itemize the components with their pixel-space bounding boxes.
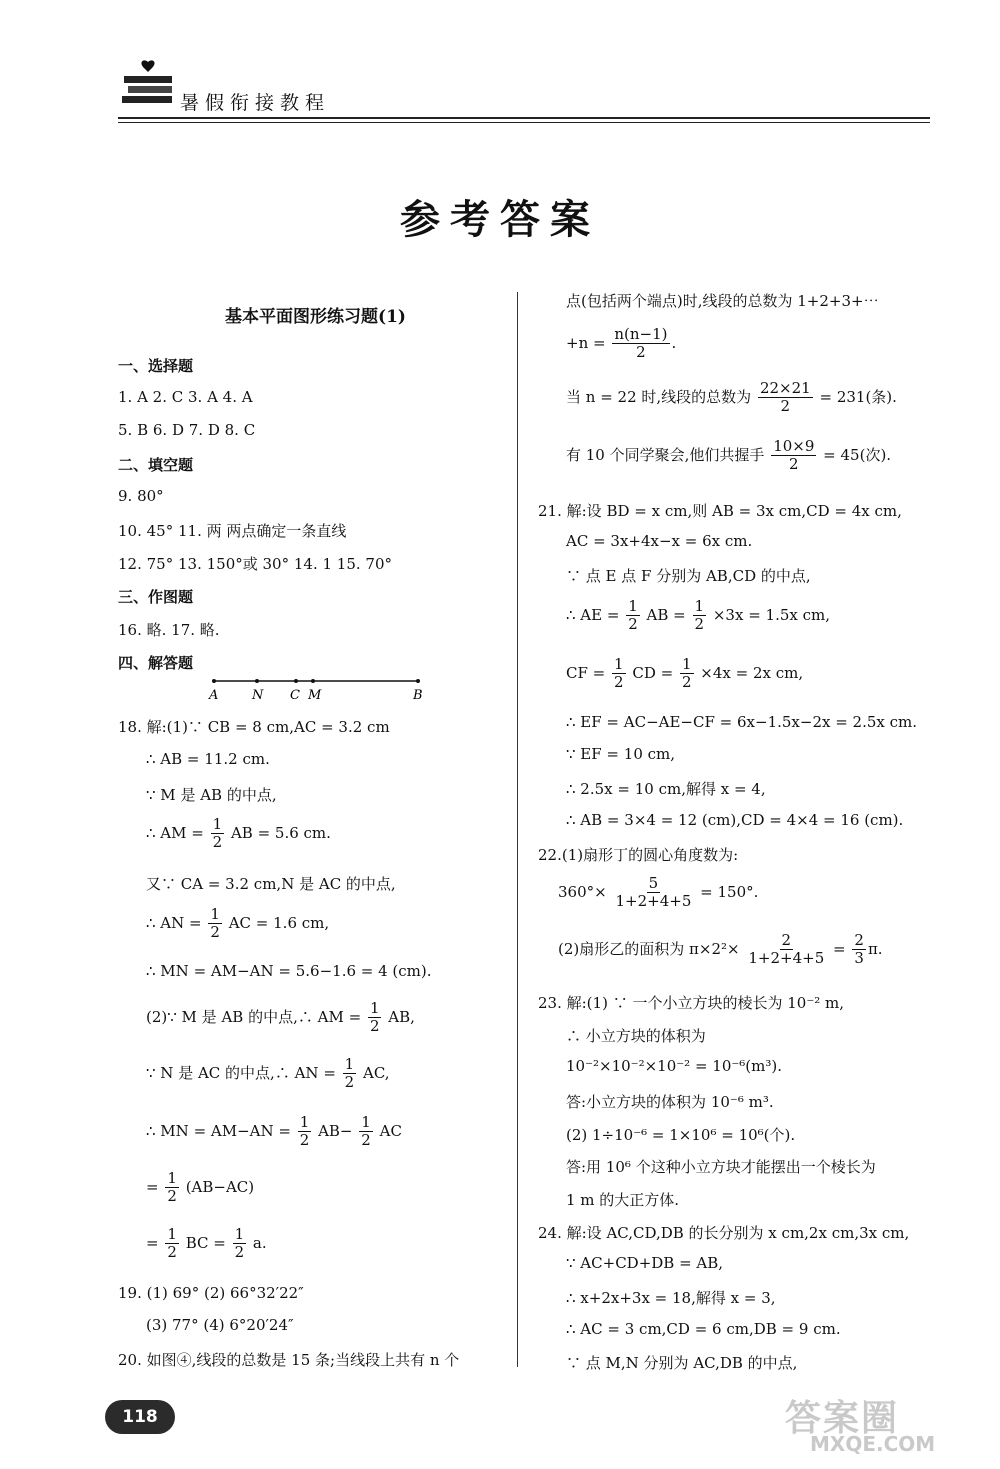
fraction: $\frac{n(n-1)}{2}$ <box>614 325 668 362</box>
solution-line: = $\frac{1}{2}$ (AB−AC) <box>146 1169 255 1206</box>
page-number: 118 <box>105 1400 175 1434</box>
solution-line: ∴ AB = 3×4 = 12 (cm),CD = 4×4 = 16 (cm). <box>566 811 904 829</box>
fraction: $\frac{1}{2}$ <box>614 655 624 692</box>
solution-line: 20. 如图④,线段的总数是 15 条;当线段上共有 n 个 <box>118 1351 460 1369</box>
solution-line: 有 10 个同学聚会,他们共握手 $\frac{10\times 9}{2}$ = 45(次). <box>566 437 892 474</box>
solution-line: 24. 解:设 AC,CD,DB 的长分别为 x cm,2x cm,3x cm, <box>538 1224 910 1242</box>
solution-line: 19. (1) 69° (2) 66°32′22″ <box>118 1284 304 1302</box>
fraction: $\frac{1}{2}$ <box>210 905 220 942</box>
solution-line: ∴ MN = AM−AN = 5.6−1.6 = 4 (cm). <box>146 962 432 980</box>
solution-line: ∵ EF = 10 cm, <box>566 745 676 763</box>
answer-line: 5. B 6. D 7. D 8. C <box>118 421 256 439</box>
fraction: $\frac{1}{2}$ <box>694 597 705 634</box>
segment-diagram <box>208 672 428 702</box>
fraction: $\frac{1}{2}$ <box>299 1113 310 1150</box>
solution-line: ∵ M 是 AB 的中点, <box>146 786 277 804</box>
solution-line: 答:小立方块的体积为 10⁻⁶ m³. <box>566 1093 774 1111</box>
fraction: $\frac{2}{1+2+4+5}$ <box>748 931 825 968</box>
solution-line: ∴ MN = AM−AN = $\frac{1}{2}$ AB− $\frac{1}{2}$ AC <box>146 1113 402 1150</box>
solution-line: 10⁻²×10⁻²×10⁻² = 10⁻⁶(m³). <box>566 1057 783 1075</box>
solution-line: (2)扇形乙的面积为 π×2²× $\frac{2}{1+2+4+5}$ = $\frac{2}{3}$ π. <box>558 931 883 968</box>
section-heading: 一、选择题 <box>118 357 194 375</box>
solution-line: 23. 解:(1) ∵ 一个小立方块的棱长为 10⁻² m, <box>538 994 845 1012</box>
header-title: 暑假衔接教程 <box>180 92 331 114</box>
solution-line: 当 n = 22 时,线段的总数为 $\frac{22\times 21}{2}$ = 231(条). <box>566 379 897 416</box>
fraction: $\frac{2}{3}$ <box>854 931 864 968</box>
answer-line: 10. 45° 11. 两 两点确定一条直线 <box>118 522 347 540</box>
fraction: $\frac{1}{2}$ <box>167 1169 177 1206</box>
solution-line: ∴ 小立方块的体积为 <box>566 1027 706 1045</box>
solution-line: 360°× $\frac{5}{1+2+4+5}$ = 150°. <box>558 874 759 911</box>
section-heading: 三、作图题 <box>118 588 194 606</box>
column-divider <box>517 292 518 1367</box>
solution-line: CF = $\frac{1}{2}$ CD = $\frac{1}{2}$ ×4x = 2x cm, <box>566 655 804 692</box>
solution-line: ∴ AN = $\frac{1}{2}$ AC = 1.6 cm, <box>146 905 330 942</box>
point-label: B <box>413 688 423 702</box>
solution-line: 21. 解:设 BD = x cm,则 AB = 3x cm,CD = 4x cm, <box>538 502 902 520</box>
page-title: 参考答案 <box>400 196 600 243</box>
point-label: N <box>252 688 264 702</box>
watermark: 答案圈 <box>785 1398 900 1439</box>
solution-line: ∵ 点 E 点 F 分别为 AB,CD 的中点, <box>566 567 811 585</box>
solution-line: 18. 解:(1)∵ CB = 8 cm,AC = 3.2 cm <box>118 718 390 736</box>
solution-line: ∴ x+2x+3x = 18,解得 x = 3, <box>566 1289 776 1307</box>
answer-line: 16. 略. 17. 略. <box>118 621 220 639</box>
solution-line: ∵ AC+CD+DB = AB, <box>566 1254 724 1272</box>
solution-line: ∴ EF = AC−AE−CF = 6x−1.5x−2x = 2.5x cm. <box>566 713 918 731</box>
solution-line: (2) 1÷10⁻⁶ = 1×10⁶ = 10⁶(个). <box>566 1126 796 1144</box>
fraction: $\frac{5}{1+2+4+5}$ <box>615 874 692 911</box>
fraction: $\frac{1}{2}$ <box>212 815 223 852</box>
section-subtitle: 基本平面图形练习题(1) <box>225 307 406 327</box>
section-heading: 四、解答题 <box>118 654 194 672</box>
solution-line: ∵ 点 M,N 分别为 AC,DB 的中点, <box>566 1354 798 1372</box>
fraction: $\frac{1}{2}$ <box>361 1113 371 1150</box>
fraction: $\frac{1}{2}$ <box>681 655 692 692</box>
fraction: $\frac{1}{2}$ <box>167 1225 177 1262</box>
solution-line: +n = $\frac{n(n-1)}{2}$ . <box>566 325 677 362</box>
answer-line: 9. 80° <box>118 487 164 505</box>
fraction: $\frac{22\times 21}{2}$ <box>759 379 811 416</box>
solution-line: ∴ AM = $\frac{1}{2}$ AB = 5.6 cm. <box>146 815 331 852</box>
solution-line: 点(包括两个端点)时,线段的总数为 1+2+3+⋯ <box>566 292 879 310</box>
point-label: M <box>308 688 322 702</box>
fraction: $\frac{1}{2}$ <box>369 999 380 1036</box>
solution-line: ∴ AE = $\frac{1}{2}$ AB = $\frac{1}{2}$ ×3x = 1.5x cm, <box>566 597 831 634</box>
solution-line: = $\frac{1}{2}$ BC = $\frac{1}{2}$ a. <box>146 1225 267 1262</box>
solution-line: (3) 77° (4) 6°20′24″ <box>146 1316 294 1334</box>
answer-line: 12. 75° 13. 150°或 30° 14. 1 15. 70° <box>118 555 392 573</box>
solution-line: ∴ 2.5x = 10 cm,解得 x = 4, <box>566 780 766 798</box>
solution-line: (2)∵ M 是 AB 的中点,∴ AM = $\frac{1}{2}$ AB, <box>146 999 415 1036</box>
fraction: $\frac{1}{2}$ <box>234 1225 245 1262</box>
solution-line: ∵ N 是 AC 的中点,∴ AN = $\frac{1}{2}$ AC, <box>146 1055 390 1092</box>
header-rule-thin <box>118 122 930 123</box>
solution-line: ∴ AB = 11.2 cm. <box>146 750 270 768</box>
solution-line: 答:用 10⁶ 个这种小立方块才能摆出一个棱长为 <box>566 1158 876 1176</box>
point-label: A <box>209 688 219 702</box>
solution-line: 1 m 的大正方体. <box>566 1191 680 1209</box>
solution-line: AC = 3x+4x−x = 6x cm. <box>566 532 753 550</box>
books-logo-icon <box>118 58 178 118</box>
fraction: $\frac{10\times 9}{2}$ <box>773 437 815 474</box>
fraction: $\frac{1}{2}$ <box>344 1055 355 1092</box>
header-rule <box>118 117 930 119</box>
watermark-url: MXQE.COM <box>810 1432 936 1456</box>
solution-line: 又∵ CA = 3.2 cm,N 是 AC 的中点, <box>146 875 396 893</box>
answer-line: 1. A 2. C 3. A 4. A <box>118 388 253 406</box>
solution-line: 22.(1)扇形丁的圆心角度数为: <box>538 846 739 864</box>
section-heading: 二、填空题 <box>118 456 194 474</box>
fraction: $\frac{1}{2}$ <box>628 597 638 634</box>
point-label: C <box>290 688 300 702</box>
solution-line: ∴ AC = 3 cm,CD = 6 cm,DB = 9 cm. <box>566 1320 841 1338</box>
